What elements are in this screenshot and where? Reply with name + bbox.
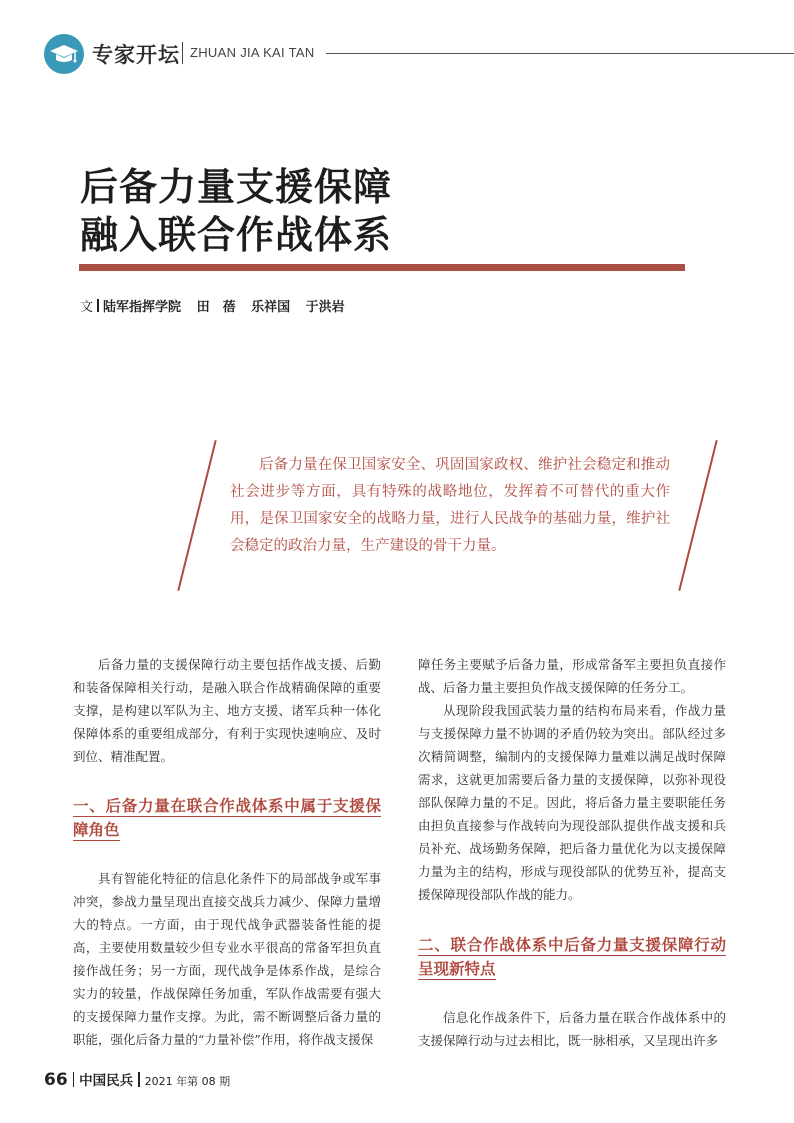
abstract-left-slash [177,440,216,591]
section-title: 专家开坛 [92,43,180,67]
abstract [230,452,670,560]
header-divider [182,42,183,64]
body-paragraph: 信息化作战条件下，后备力量在联合作战体系中的支援保障行动与过去相比，既一脉相承，又呈现出许多 [418,1010,726,1048]
magazine-name: 中国民兵 [79,1073,134,1089]
title-line-2: 融入联合作战体系 [80,213,393,257]
article-title [80,163,392,259]
body-paragraph: 具有智能化特征的信息化条件下的局部战争或军事冲突，参战力量呈现出直接交战兵力减少、保障力量增大的特点。一方面，由于现代战争武器装备性能的提高，主要使用数量较少但专业水平很高的常备军担负直接作战任务；另一方面，现代战争是体系作战，是综合实力的较量，作战保障任务加重，军队作战需要有强大的支援保障力量作支撑。为此，需不断调整后备力量的职能，强化后备力量的“力量补偿”作用，将作战支援保 [73,871,381,1047]
author-name: 田 蓓 [196,300,236,315]
right-column [418,653,726,1052]
left-column [73,653,381,1051]
continued-paragraph: 障任务主要赋予后备力量，形成常备军主要担负直接作战、后备力量主要担负作战支援保障的任务分工。 [418,657,726,695]
intro-paragraph: 后备力量的支援保障行动主要包括作战支援、后勤和装备保障相关行动，是融入联合作战精确保障的重要支撑，是构建以军队为主、地方支援、诸军兵种一体化保障体系的重要组成部分，有利于实现快速响应、及时到位、精准配置。 [73,657,381,764]
graduation-cap-icon [44,34,84,74]
section-heading-1 [73,794,381,842]
author-name: 乐祥国 [251,300,291,315]
section-title-pinyin: ZHUAN JIA KAI TAN [190,45,315,60]
footer-divider [73,1072,75,1087]
title-line-1: 后备力量支援保障 [80,165,393,209]
page-number: 66 [44,1070,68,1090]
author-name: 于洪岩 [305,300,345,315]
byline-prefix: 文 [80,300,94,315]
header-rule [326,53,794,54]
issue-label: 2021 年第 08 期 [144,1075,231,1088]
section-heading-2-text: 二、联合作战体系中后备力量支援保障行动呈现新特点 [418,936,726,978]
page-footer [44,1069,230,1090]
abstract-text: 后备力量在保卫国家安全、巩固国家政权、维护社会稳定和推动社会进步等方面，具有特殊的战略地位，发挥着不可替代的重大作用，是保卫国家安全的战略力量，进行人民战争的基础力量，维护社会稳定的政治力量，生产建设的骨干力量。 [230,457,670,554]
byline-org: 陆军指挥学院 [103,300,182,315]
title-underline-bar [79,264,685,271]
byline [80,296,345,315]
abstract-right-slash [678,440,717,591]
byline-divider [97,299,99,312]
section-heading-1-text: 一、后备力量在联合作战体系中属于支援保障角色 [73,797,381,839]
footer-divider [138,1072,140,1087]
section-heading-2 [418,933,726,981]
body-paragraph: 从现阶段我国武装力量的结构布局来看，作战力量与支援保障力量不协调的矛盾仍较为突出。部队经过多次精简调整，编制内的支援保障力量难以满足战时保障需求，这就更加需要后备力量的支援保障，以弥补现役部队保障力量的不足。因此，将后备力量主要职能任务由担负直接参与作战转向为现役部队提供作战支援和兵员补充、战场勤务保障，把后备力量优化为以支援保障力量为主的结构，形成与现役部队的优势互补，提高支援保障现役部队作战的能力。 [418,703,726,902]
